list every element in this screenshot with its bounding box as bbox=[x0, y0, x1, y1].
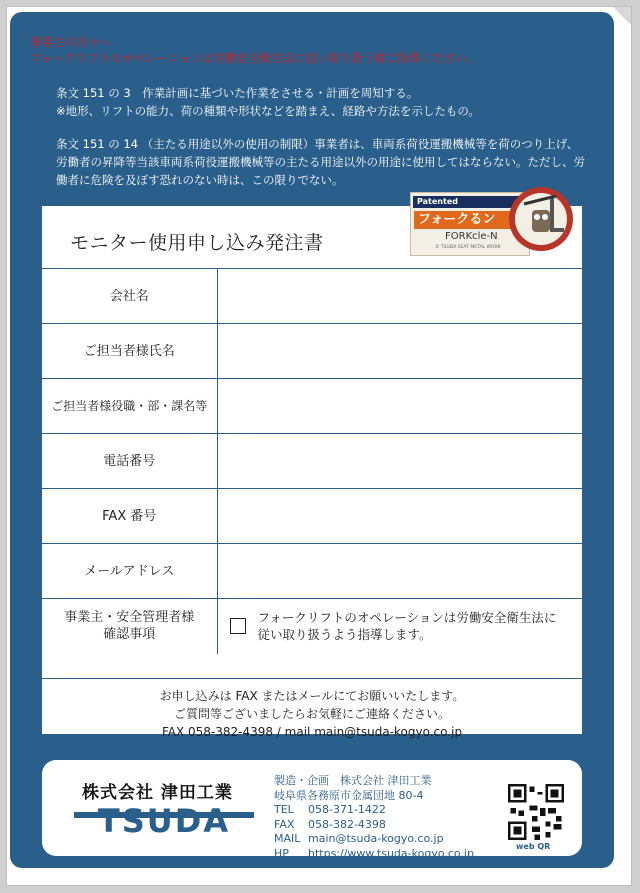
tel-value: 058-371-1422 bbox=[308, 803, 386, 816]
form-row-fax bbox=[42, 489, 582, 544]
info-fax bbox=[274, 818, 474, 833]
apply-line-3: FAX 058-382-4398 / mail main@tsuda-kogyo.co.jp bbox=[161, 725, 463, 739]
fax-label: FAX bbox=[274, 817, 295, 831]
form-row-phone bbox=[42, 434, 582, 489]
confirm-text bbox=[258, 609, 557, 643]
field-input-phone[interactable] bbox=[217, 434, 582, 489]
hp-value[interactable]: https://www.tsuda-kogyo.co.jp bbox=[308, 846, 474, 860]
page-fold bbox=[613, 7, 631, 25]
tsuda-logo-icon bbox=[74, 798, 254, 838]
form-row-confirm bbox=[42, 599, 582, 654]
article-151-3 bbox=[56, 84, 586, 120]
mascot-badge-icon bbox=[506, 184, 576, 254]
application-instructions bbox=[42, 678, 582, 739]
qr-label: web QR bbox=[516, 842, 551, 851]
notice-line-2: フォークリフトのオペレーションは労働安全衛生法に従い取り扱う様ご指導ください。 bbox=[30, 51, 478, 65]
form-title: モニター使用申し込み発注書 bbox=[70, 232, 324, 254]
logo-maker: © TSUDA SEAT METAL WORK bbox=[435, 245, 501, 250]
notice-line-1: 事業主の方々へ bbox=[30, 35, 111, 49]
confirm-text-line-1: フォークリフトのオペレーションは労働安全衛生法に bbox=[257, 610, 557, 626]
field-input-fax[interactable] bbox=[217, 489, 582, 544]
info-maker: 製造・企画 株式会社 津田工業 bbox=[274, 774, 432, 787]
confirm-row bbox=[218, 609, 583, 643]
confirm-text-line-2: 従い取り扱うよう指導します。 bbox=[257, 627, 432, 643]
product-logo bbox=[410, 192, 578, 264]
hp-label: HP bbox=[274, 846, 289, 860]
field-input-company[interactable] bbox=[217, 269, 582, 324]
field-input-position[interactable] bbox=[217, 379, 582, 434]
info-hp bbox=[274, 847, 474, 862]
tel-label: TEL bbox=[274, 803, 294, 816]
article-151-14-text: 条文 151 の 14 （主たる用途以外の使用の制限）事業者は、車両系荷役運搬機械等を荷のつり上げ、労働者の昇降等当該車両系荷役運搬機械等の主たる用途以外の用途に使用してはならない。ただし、労働者に危険を及ぼす恐れのない時は、この限りでない。 bbox=[56, 137, 585, 187]
confirm-checkbox[interactable] bbox=[230, 618, 246, 634]
confirm-label-line-2: 確認事項 bbox=[103, 627, 156, 643]
company-info bbox=[274, 774, 474, 861]
field-label-confirm bbox=[42, 599, 217, 654]
fax-value: 058-382-4398 bbox=[308, 817, 386, 831]
product-name-jp: フォークるン bbox=[414, 211, 524, 229]
field-label-email: メールアドレス bbox=[42, 544, 217, 599]
company-name-jp: 株式会社 津田工業 bbox=[82, 783, 233, 803]
form-row-email bbox=[42, 544, 582, 599]
info-mail bbox=[274, 832, 474, 847]
qr-code-icon[interactable] bbox=[508, 784, 564, 840]
info-tel bbox=[274, 803, 474, 818]
order-form bbox=[42, 197, 582, 739]
article-151-3-line-1: 条文 151 の 3 作業計画に基づいた作業をさせる・計画を周知する。 bbox=[56, 86, 419, 100]
confirm-cell bbox=[217, 599, 582, 654]
field-label-company: 会社名 bbox=[42, 269, 217, 324]
info-address: 岐阜県各務原市金属団地 80‐4 bbox=[274, 788, 424, 802]
article-151-14 bbox=[56, 135, 586, 189]
article-151-3-line-2: ※地形、リフトの能力、荷の種類や形状などを踏まえ、経路や方法を示したもの。 bbox=[56, 104, 480, 118]
field-input-contact-name[interactable] bbox=[217, 324, 582, 379]
field-label-contact-name: ご担当者様氏名 bbox=[42, 324, 217, 379]
form-row-contact-name bbox=[42, 324, 582, 379]
field-label-fax: FAX 番号 bbox=[42, 489, 217, 544]
apply-line-1: お申し込みは FAX またはメールにてお願いいたします。 bbox=[159, 689, 465, 703]
mail-value[interactable]: main@tsuda-kogyo.co.jp bbox=[308, 832, 444, 845]
employer-notice bbox=[30, 34, 610, 66]
company-footer bbox=[42, 760, 582, 860]
field-label-position: ご担当者様役職・部・課名等 bbox=[42, 379, 217, 434]
patented-banner: Patented bbox=[413, 196, 525, 208]
confirm-label-line-1: 事業主・安全管理者様 bbox=[64, 610, 195, 626]
mail-label: MAIL bbox=[274, 832, 301, 845]
field-label-phone: 電話番号 bbox=[42, 434, 217, 489]
form-row-position bbox=[42, 379, 582, 434]
field-input-email[interactable] bbox=[217, 544, 582, 599]
apply-line-2: ご質問等ございましたらお気軽にご連絡ください。 bbox=[173, 707, 450, 721]
brand-text: TSUDA bbox=[97, 802, 231, 838]
form-row-company bbox=[42, 269, 582, 324]
form-fields-table bbox=[42, 268, 582, 654]
product-name-en: FORKcle-N bbox=[445, 231, 498, 242]
